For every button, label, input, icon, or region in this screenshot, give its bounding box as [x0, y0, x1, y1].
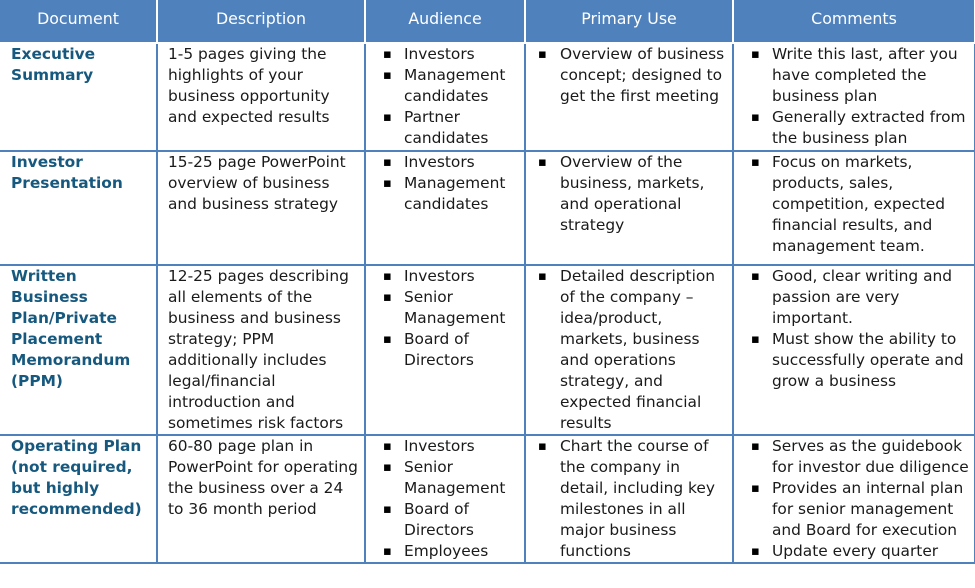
- list-item: ▪ Investors: [376, 152, 520, 173]
- comments-cell: [733, 435, 975, 563]
- list-item: ▪ Management candidates: [376, 173, 520, 215]
- table-row: [0, 43, 975, 151]
- document-cell: Written Business Plan/Private Placement Memorandum (PPM): [0, 265, 157, 435]
- list-item: ▪ Employees: [376, 541, 520, 562]
- list-item: ▪ Overview of the business, markets, and operational strategy: [536, 152, 728, 236]
- list-item: ▪ Management candidates: [376, 65, 520, 107]
- list-item: ▪ Update every quarter: [744, 541, 970, 562]
- primary-use-cell: [525, 151, 733, 265]
- description-cell: 60-80 page plan in PowerPoint for operating the business over a 24 to 36 month period: [157, 435, 365, 563]
- comments-cell: [733, 151, 975, 265]
- header-primary-use: Primary Use: [525, 0, 733, 43]
- list-item: ▪ Write this last, after you have completed the business plan: [744, 44, 970, 107]
- list-item: ▪ Detailed description of the company – idea/product, markets, business and operations strategy, and expected financial results: [536, 266, 728, 434]
- list-item: ▪ Board of Directors: [376, 499, 520, 541]
- list-item: ▪ Serves as the guidebook for investor due diligence: [744, 436, 970, 478]
- audience-cell: [365, 43, 525, 151]
- list-item: ▪ Must show the ability to successfully operate and grow a business: [744, 329, 970, 392]
- list-item: ▪ Generally extracted from the business plan: [744, 107, 970, 149]
- table-row: [0, 151, 975, 265]
- table-row: [0, 435, 975, 563]
- list-item: ▪ Senior Management: [376, 287, 520, 329]
- list-item: ▪ Provides an internal plan for senior management and Board for execution: [744, 478, 970, 541]
- list-item: ▪ Overview of business concept; designed to get the first meeting: [536, 44, 728, 107]
- header-document: Document: [0, 0, 157, 43]
- header-audience: Audience: [365, 0, 525, 43]
- comments-cell: [733, 265, 975, 435]
- document-cell: Investor Presentation: [0, 151, 157, 265]
- primary-use-cell: [525, 435, 733, 563]
- header-row: [0, 0, 975, 43]
- list-item: ▪ Good, clear writing and passion are very important.: [744, 266, 970, 329]
- list-item: ▪ Investors: [376, 44, 520, 65]
- list-item: ▪ Focus on markets, products, sales, competition, expected financial results, and management team.: [744, 152, 970, 257]
- list-item: ▪ Investors: [376, 266, 520, 287]
- header-description: Description: [157, 0, 365, 43]
- primary-use-cell: [525, 265, 733, 435]
- document-cell: Executive Summary: [0, 43, 157, 151]
- list-item: ▪ Senior Management: [376, 457, 520, 499]
- description-cell: 12-25 pages describing all elements of the business and business strategy; PPM additionally includes legal/financial introduction and sometimes risk factors: [157, 265, 365, 435]
- list-item: ▪ Chart the course of the company in detail, including key milestones in all major business functions: [536, 436, 728, 562]
- audience-cell: [365, 265, 525, 435]
- comments-cell: [733, 43, 975, 151]
- description-cell: 15-25 page PowerPoint overview of business and business strategy: [157, 151, 365, 265]
- header-comments: Comments: [733, 0, 975, 43]
- primary-use-cell: [525, 43, 733, 151]
- table-row: [0, 265, 975, 435]
- audience-cell: [365, 151, 525, 265]
- list-item: ▪ Investors: [376, 436, 520, 457]
- list-item: ▪ Board of Directors: [376, 329, 520, 371]
- list-item: ▪ Partner candidates: [376, 107, 520, 149]
- document-cell: Operating Plan (not required, but highly recommended): [0, 435, 157, 563]
- description-cell: 1-5 pages giving the highlights of your business opportunity and expected results: [157, 43, 365, 151]
- audience-cell: [365, 435, 525, 563]
